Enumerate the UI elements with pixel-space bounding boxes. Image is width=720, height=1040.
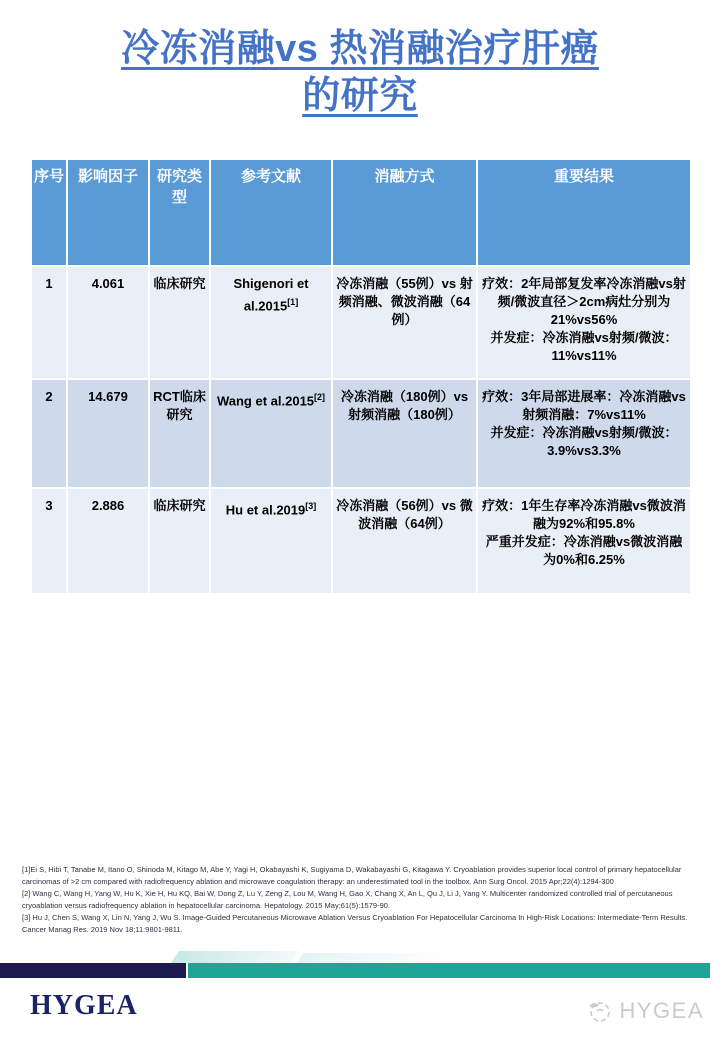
- reference-text: Hu et al.2019: [225, 502, 306, 518]
- cell-study-type: 临床研究: [149, 488, 210, 594]
- cell-impact-factor: 2.886: [67, 488, 149, 594]
- result-line: 疗效：3年局部进展率：冷冻消融vs射频消融：7%vs11%: [482, 389, 686, 422]
- page-title-line2: 的研究: [302, 75, 418, 117]
- footer-bar-teal: [188, 963, 710, 978]
- cell-key-results: [477, 379, 691, 488]
- column-header: 消融方式: [332, 159, 477, 266]
- reference-text: Wang et al.2015: [216, 393, 315, 409]
- cell-study-type: RCT临床研究: [149, 379, 210, 488]
- cell-key-results: [477, 266, 691, 379]
- result-line: 严重并发症：冷冻消融vs微波消融为0%和6.25%: [485, 534, 683, 567]
- cell-reference: [210, 266, 332, 379]
- reference-superscript: [3]: [305, 501, 317, 511]
- footer-bar-navy: [0, 963, 186, 978]
- page-title-line1: 冷冻消融vs 热消融治疗肝癌: [121, 28, 599, 70]
- result-line: 并发症：冷冻消融vs射频/微波：11%vs11%: [490, 330, 678, 363]
- hygea-emblem-icon: [586, 998, 612, 1024]
- cell-number: 2: [31, 379, 67, 488]
- result-line: 疗效：2年局部复发率冷冻消融vs射频/微波直径＞2cm病灶分别为21%vs56%: [482, 276, 686, 327]
- reference-text: Shigenori et al.2015: [233, 276, 309, 314]
- cell-ablation-method: 冷冻消融（56例）vs 微波消融（64例）: [332, 488, 477, 594]
- footer-bar-decoration: [296, 953, 453, 963]
- reference-superscript: [2]: [314, 392, 326, 402]
- column-header: 参考文献: [210, 159, 332, 266]
- cell-impact-factor: 14.679: [67, 379, 149, 488]
- footer-bar-decoration: [171, 951, 299, 963]
- study-table-wrap: [30, 158, 690, 595]
- footnote: [1]Ei S, Hibi T, Tanabe M, Itano O, Shinoda M, Kitago M, Abe Y, Yagi H, Okabayashi K, Sugiyama D, Wakabayashi G, Kitagawa Y. Cryoablation provides superior local control of primary hepatocellular carcinomas of >2 cm compared with radiofrequency ablation and microwave coagulation therapy: an underestimated tool in the toolbox. Ann Surg Oncol. 2015 Apr;22(4):1294-300: [22, 865, 682, 886]
- footnote: [2] Wang C, Wang H, Yang W, Hu K, Xie H, Hu KQ, Bai W, Dong Z, Lu Y, Zeng Z, Lou M, Wang H, Gao X, Chang X, An L, Qu J, Li J, Yang Y. Multicenter randomized controlled trial of percutaneous cryoablation versus radiofrequency ablation in hepatocellular carcinoma. Hepatology. 2015 May;61(5):1579-90.: [22, 889, 673, 910]
- cell-ablation-method: 冷冻消融（55例）vs 射频消融、微波消融（64例）: [332, 266, 477, 379]
- page-title: [0, 26, 720, 120]
- column-header: 影响因子: [67, 159, 149, 266]
- hygea-watermark: [586, 998, 704, 1024]
- column-header: 研究类型: [149, 159, 210, 266]
- table-header-row: [31, 159, 691, 266]
- footnote: [3] Hu J, Chen S, Wang X, Lin N, Yang J, Wu S. Image-Guided Percutaneous Microwave Ablation Versus Cryoablation For Hepatocellular Carcinoma In High-Risk Locations: Intermediate-Term Results. Cancer Manag Res. 2019 Nov 18;11:9801-9811.: [22, 913, 688, 934]
- cell-key-results: [477, 488, 691, 594]
- reference-superscript: [1]: [287, 297, 299, 307]
- cell-ablation-method: 冷冻消融（180例）vs 射频消融（180例）: [332, 379, 477, 488]
- column-header: 重要结果: [477, 159, 691, 266]
- footnote-list: [22, 864, 710, 936]
- cell-impact-factor: 4.061: [67, 266, 149, 379]
- cell-reference: [210, 488, 332, 594]
- cell-reference: [210, 379, 332, 488]
- hygea-watermark-label: HYGEA: [619, 998, 704, 1023]
- cell-study-type: 临床研究: [149, 266, 210, 379]
- table-body: [31, 266, 691, 594]
- cell-number: 3: [31, 488, 67, 594]
- study-table: [30, 158, 692, 595]
- result-line: 并发症：冷冻消融vs射频/微波：3.9%vs3.3%: [490, 425, 678, 458]
- column-header: 序号: [31, 159, 67, 266]
- cell-number: 1: [31, 266, 67, 379]
- result-line: 疗效：1年生存率冷冻消融vs微波消融为92%和95.8%: [482, 498, 686, 531]
- table-row: [31, 266, 691, 379]
- table-row: [31, 488, 691, 594]
- hygea-logo: HYGEA: [30, 990, 138, 1021]
- table-row: [31, 379, 691, 488]
